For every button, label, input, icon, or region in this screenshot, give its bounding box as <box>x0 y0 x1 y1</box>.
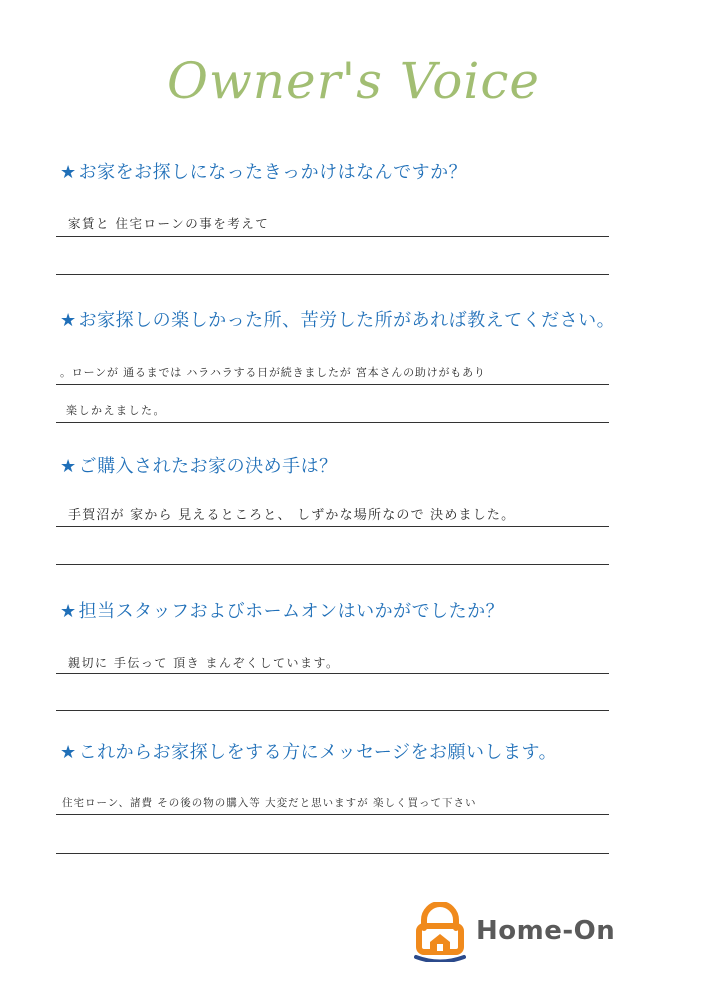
question-text: お家探しの楽しかった所、苦労した所があれば教えてください。 <box>78 310 616 331</box>
star-icon: ★ <box>60 456 77 477</box>
logo-text: Home-On <box>476 916 616 946</box>
question-text: ご購入されたお家の決め手は？ <box>78 456 338 477</box>
answer-rule <box>56 853 609 854</box>
answer-rule <box>56 564 609 565</box>
star-icon: ★ <box>60 162 77 183</box>
answer-line-1: 手賀沼が 家から 見えるところと、 しずかな場所なので 決めました。 <box>68 508 516 523</box>
answer-rule <box>56 274 609 275</box>
question-text: お家をお探しになったきっかけはなんですか？ <box>78 162 468 183</box>
answer-rule <box>56 814 609 815</box>
answer-rule <box>56 710 609 711</box>
question-heading <box>60 452 338 478</box>
question-heading <box>60 597 504 623</box>
answer-rule <box>56 422 609 423</box>
question-heading <box>60 738 557 764</box>
question-text: これからお家探しをする方にメッセージをお願いします。 <box>78 742 558 763</box>
star-icon: ★ <box>60 601 77 622</box>
question-heading <box>60 306 615 332</box>
answer-line-2: 楽しかえました。 <box>66 404 166 417</box>
answer-line-1: 住宅ローン、諸費 その後の物の購入等 大変だと思いますが 楽しく買って下さい <box>62 797 477 809</box>
page-title: Owner's Voice <box>167 52 540 110</box>
star-icon: ★ <box>60 310 77 331</box>
star-icon: ★ <box>60 742 77 763</box>
answer-rule <box>56 236 609 237</box>
question-heading <box>60 158 467 184</box>
answer-line-1: 家賃と 住宅ローンの事を考えて <box>68 216 270 231</box>
answer-line-1: 親切に 手伝って 頂き まんぞくしています。 <box>68 656 340 670</box>
house-lock-icon <box>414 902 466 962</box>
question-text: 担当スタッフおよびホームオンはいかがでしたか？ <box>78 601 505 622</box>
answer-rule <box>56 384 609 385</box>
answer-rule <box>56 526 609 527</box>
answer-line-1: 。ローンが 通るまでは ハラハラする日が続きましたが 宮本さんの助けがもあり <box>60 366 486 379</box>
answer-rule <box>56 673 609 674</box>
home-on-logo <box>414 902 654 968</box>
